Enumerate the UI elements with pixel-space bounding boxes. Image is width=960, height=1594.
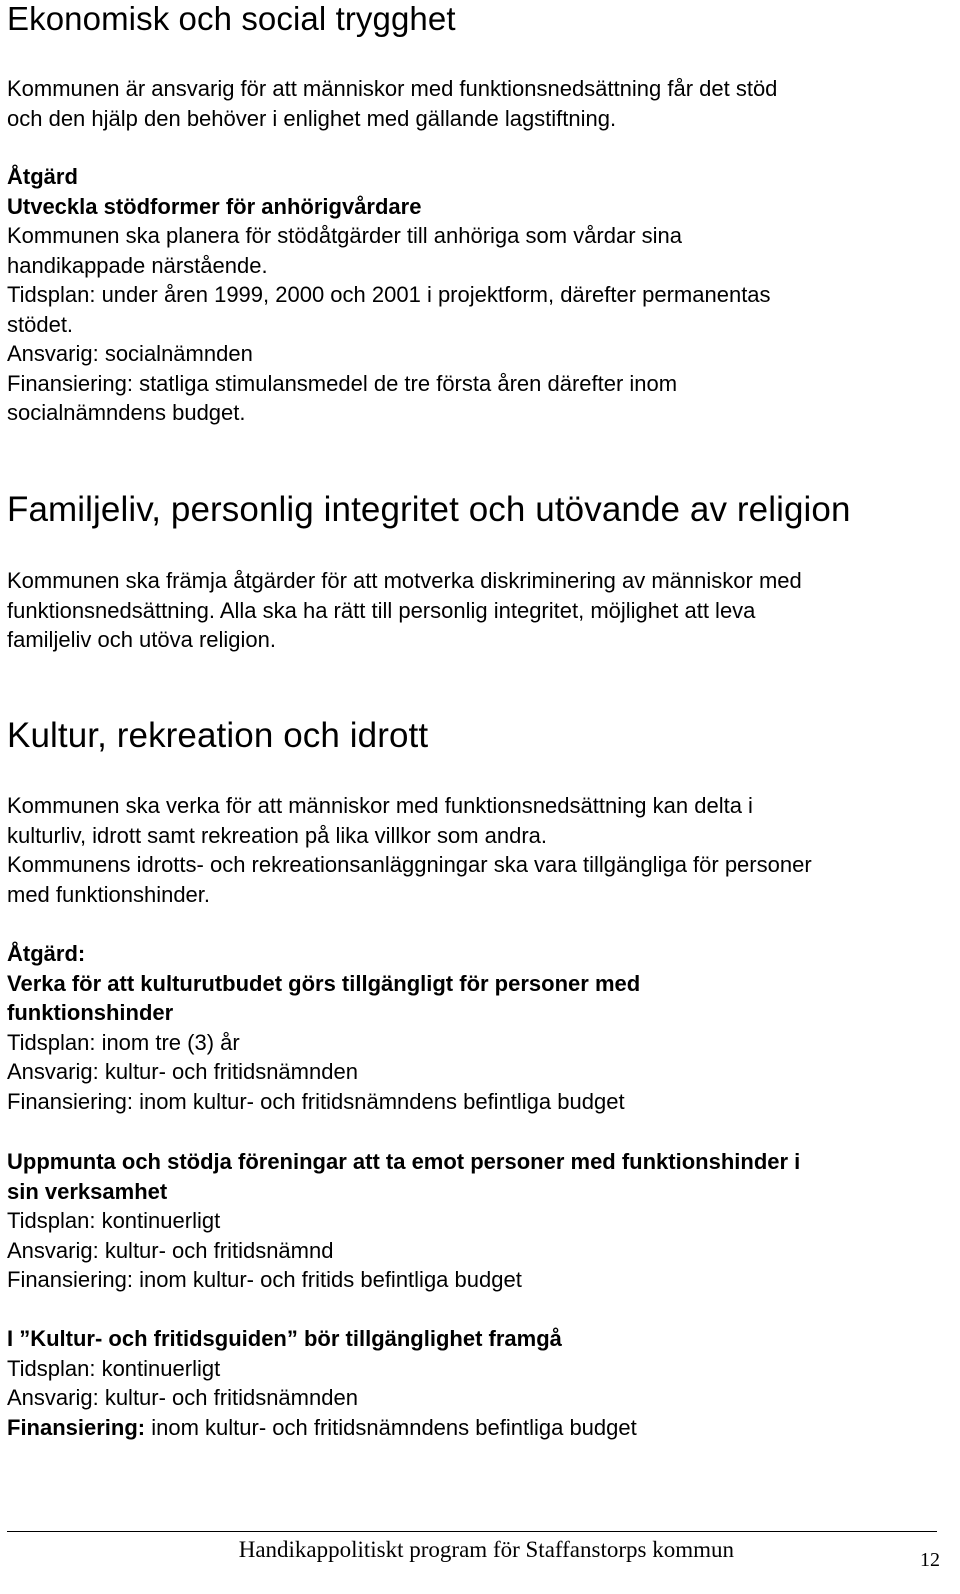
funding-line [7, 1413, 947, 1443]
timeline-line: Tidsplan: under åren 1999, 2000 och 2001 i projektform, därefter permanentas [7, 282, 771, 307]
action-item [7, 1324, 947, 1442]
paragraph-line: Kommunens idrotts- och rekreationsanläggningar ska vara tillgängliga för personer [7, 852, 812, 877]
action-block [7, 939, 947, 1116]
action-title: I ”Kultur- och fritidsguiden” bör tillgänglighet framgå [7, 1326, 562, 1351]
action-label: Åtgärd [7, 164, 78, 189]
action-title: Verka för att kulturutbudet görs tillgängligt för personer med [7, 970, 641, 996]
action-description-line: handikappade närstående. [7, 252, 268, 278]
funding-line: Finansiering: inom kultur- och fritidsnämndens befintliga budget [7, 1088, 625, 1114]
responsible-line: Ansvarig: socialnämnden [7, 341, 253, 366]
responsible-line: Ansvarig: kultur- och fritidsnämnden [7, 1385, 358, 1410]
paragraph-line: Kommunen ska verka för att människor med funktionsnedsättning kan delta i [7, 793, 753, 818]
paragraph-line: och den hjälp den behöver i enlighet med gällande lagstiftning. [7, 105, 617, 131]
action-title: Uppmunta och stödja föreningar att ta emot personer med funktionshinder i [7, 1149, 801, 1174]
funding-line: Finansiering: inom kultur- och fritids befintliga budget [7, 1267, 522, 1292]
action-block [7, 162, 947, 428]
action-description-line: Kommunen ska planera för stödåtgärder till anhöriga som vårdar sina [7, 223, 683, 248]
paragraph-line: funktionsnedsättning. Alla ska ha rätt till personlig integritet, möjlighet att leva [7, 597, 756, 623]
funding-line: Finansiering: statliga stimulansmedel de tre första åren därefter inom [7, 370, 678, 396]
responsible-line: Ansvarig: kultur- och fritidsnämnden [7, 1059, 358, 1084]
action-title: Utveckla stödformer för anhörigvårdare [7, 193, 422, 219]
timeline-line: stödet. [7, 311, 74, 337]
funding-label: Finansiering: [7, 1414, 146, 1440]
page-number: 12 [920, 1549, 940, 1571]
funding-line: socialnämndens budget. [7, 400, 246, 425]
timeline-line: Tidsplan: kontinuerligt [7, 1355, 221, 1381]
section-intro-paragraph [7, 74, 947, 133]
paragraph-line: med funktionshinder. [7, 881, 211, 907]
footer-title: Handikappolitiskt program för Staffanstorps kommun [238, 1537, 734, 1562]
timeline-line: Tidsplan: kontinuerligt [7, 1208, 221, 1233]
footer-divider [7, 1531, 937, 1532]
action-label: Åtgärd: [7, 941, 86, 966]
action-title: sin verksamhet [7, 1178, 168, 1204]
paragraph-line: Kommunen är ansvarig för att människor med funktionsnedsättning får det stöd [7, 76, 778, 101]
section-heading-family-life: Familjeliv, personlig integritet och utövande av religion [7, 490, 851, 529]
action-item [7, 1147, 947, 1295]
responsible-line: Ansvarig: kultur- och fritidsnämnd [7, 1237, 334, 1263]
section-intro-paragraph [7, 791, 947, 909]
action-title: funktionshinder [7, 1000, 174, 1025]
section-heading-culture: Kultur, rekreation och idrott [7, 716, 429, 755]
section-heading-economic-security: Ekonomisk och social trygghet [7, 0, 456, 37]
timeline-line: Tidsplan: inom tre (3) år [7, 1029, 240, 1055]
section-intro-paragraph [7, 566, 947, 655]
paragraph-line: kulturliv, idrott samt rekreation på lika villkor som andra. [7, 822, 548, 848]
funding-text: inom kultur- och fritidsnämndens befintliga budget [145, 1414, 637, 1440]
paragraph-line: familjeliv och utöva religion. [7, 627, 277, 652]
paragraph-line: Kommunen ska främja åtgärder för att motverka diskriminering av människor med [7, 568, 802, 593]
